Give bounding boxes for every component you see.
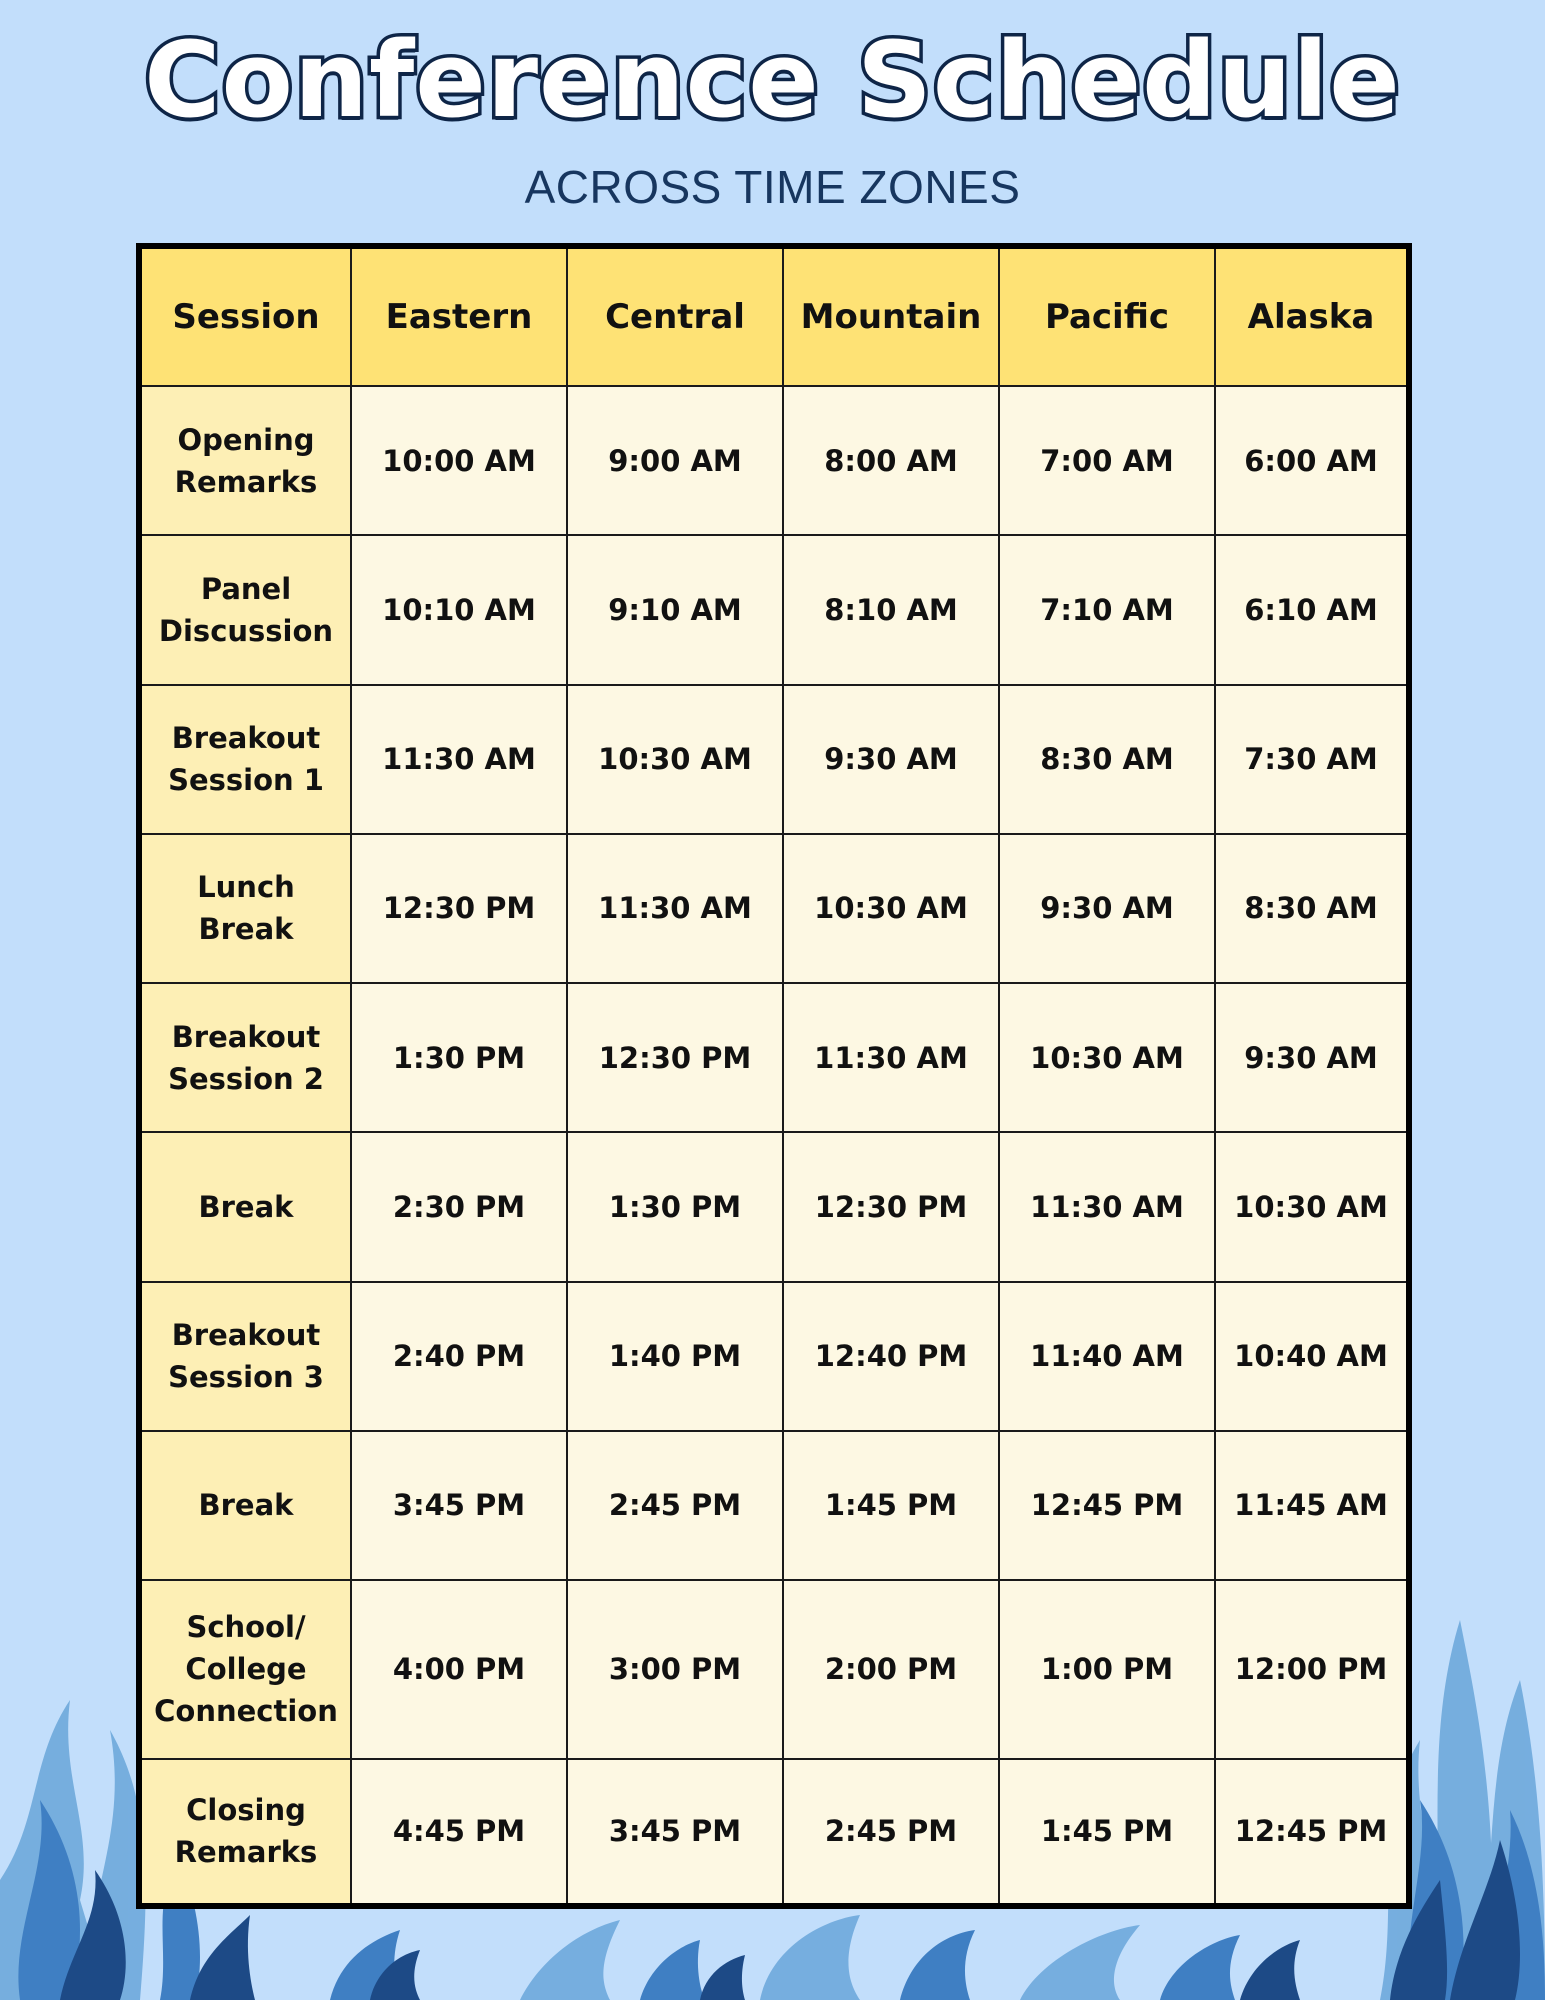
time-cell-alaska: 10:40 AM bbox=[1215, 1282, 1409, 1431]
time-cell-central: 10:30 AM bbox=[567, 685, 783, 834]
time-cell-pacific: 1:45 PM bbox=[999, 1759, 1215, 1906]
session-name: School/ College Connection bbox=[139, 1580, 351, 1759]
time-cell-alaska: 7:30 AM bbox=[1215, 685, 1409, 834]
time-cell-eastern: 11:30 AM bbox=[351, 685, 567, 834]
time-cell-eastern: 2:40 PM bbox=[351, 1282, 567, 1431]
time-cell-mountain: 10:30 AM bbox=[783, 834, 999, 983]
time-cell-alaska: 12:00 PM bbox=[1215, 1580, 1409, 1759]
table-row bbox=[139, 386, 1409, 535]
time-cell-alaska: 11:45 AM bbox=[1215, 1431, 1409, 1580]
session-name: Panel Discussion bbox=[139, 535, 351, 684]
time-cell-central: 3:00 PM bbox=[567, 1580, 783, 1759]
table-row bbox=[139, 685, 1409, 834]
time-cell-pacific: 9:30 AM bbox=[999, 834, 1215, 983]
session-name: Breakout Session 3 bbox=[139, 1282, 351, 1431]
time-cell-eastern: 4:00 PM bbox=[351, 1580, 567, 1759]
table-row bbox=[139, 1132, 1409, 1281]
table-row bbox=[139, 834, 1409, 983]
time-cell-mountain: 2:00 PM bbox=[783, 1580, 999, 1759]
time-cell-alaska: 10:30 AM bbox=[1215, 1132, 1409, 1281]
time-cell-central: 1:40 PM bbox=[567, 1282, 783, 1431]
time-cell-pacific: 8:30 AM bbox=[999, 685, 1215, 834]
time-cell-eastern: 12:30 PM bbox=[351, 834, 567, 983]
table-row bbox=[139, 983, 1409, 1132]
session-name: Break bbox=[139, 1132, 351, 1281]
header-row bbox=[139, 246, 1409, 386]
session-name: Breakout Session 2 bbox=[139, 983, 351, 1132]
time-cell-central: 11:30 AM bbox=[567, 834, 783, 983]
time-cell-pacific: 1:00 PM bbox=[999, 1580, 1215, 1759]
time-cell-eastern: 3:45 PM bbox=[351, 1431, 567, 1580]
time-cell-mountain: 8:10 AM bbox=[783, 535, 999, 684]
time-cell-central: 9:00 AM bbox=[567, 386, 783, 535]
time-cell-central: 2:45 PM bbox=[567, 1431, 783, 1580]
time-cell-mountain: 9:30 AM bbox=[783, 685, 999, 834]
time-cell-central: 9:10 AM bbox=[567, 535, 783, 684]
time-cell-eastern: 10:10 AM bbox=[351, 535, 567, 684]
table-row bbox=[139, 1282, 1409, 1431]
time-cell-central: 3:45 PM bbox=[567, 1759, 783, 1906]
table-row bbox=[139, 535, 1409, 684]
time-cell-eastern: 4:45 PM bbox=[351, 1759, 567, 1906]
column-header-central: Central bbox=[567, 246, 783, 386]
time-cell-alaska: 6:00 AM bbox=[1215, 386, 1409, 535]
time-cell-pacific: 10:30 AM bbox=[999, 983, 1215, 1132]
time-cell-alaska: 8:30 AM bbox=[1215, 834, 1409, 983]
time-cell-mountain: 11:30 AM bbox=[783, 983, 999, 1132]
time-cell-pacific: 12:45 PM bbox=[999, 1431, 1215, 1580]
time-cell-central: 1:30 PM bbox=[567, 1132, 783, 1281]
time-cell-central: 12:30 PM bbox=[567, 983, 783, 1132]
time-cell-mountain: 1:45 PM bbox=[783, 1431, 999, 1580]
column-header-eastern: Eastern bbox=[351, 246, 567, 386]
column-header-alaska: Alaska bbox=[1215, 246, 1409, 386]
schedule-table bbox=[136, 243, 1412, 1909]
page-subtitle: ACROSS TIME ZONES bbox=[524, 161, 1021, 213]
time-cell-pacific: 11:30 AM bbox=[999, 1132, 1215, 1281]
time-cell-mountain: 2:45 PM bbox=[783, 1759, 999, 1906]
column-header-mountain: Mountain bbox=[783, 246, 999, 386]
table-row bbox=[139, 1759, 1409, 1906]
column-header-pacific: Pacific bbox=[999, 246, 1215, 386]
table-row bbox=[139, 1580, 1409, 1759]
time-cell-alaska: 12:45 PM bbox=[1215, 1759, 1409, 1906]
time-cell-pacific: 11:40 AM bbox=[999, 1282, 1215, 1431]
time-cell-mountain: 12:30 PM bbox=[783, 1132, 999, 1281]
session-name: Breakout Session 1 bbox=[139, 685, 351, 834]
time-cell-pacific: 7:00 AM bbox=[999, 386, 1215, 535]
time-cell-eastern: 10:00 AM bbox=[351, 386, 567, 535]
session-name: Opening Remarks bbox=[139, 386, 351, 535]
table-row bbox=[139, 1431, 1409, 1580]
session-name: Break bbox=[139, 1431, 351, 1580]
page-title: Conference Schedule bbox=[144, 19, 1401, 141]
time-cell-eastern: 2:30 PM bbox=[351, 1132, 567, 1281]
time-cell-mountain: 8:00 AM bbox=[783, 386, 999, 535]
time-cell-alaska: 6:10 AM bbox=[1215, 535, 1409, 684]
session-name: Closing Remarks bbox=[139, 1759, 351, 1906]
session-name: Lunch Break bbox=[139, 834, 351, 983]
column-header-session: Session bbox=[139, 246, 351, 386]
time-cell-eastern: 1:30 PM bbox=[351, 983, 567, 1132]
time-cell-alaska: 9:30 AM bbox=[1215, 983, 1409, 1132]
time-cell-mountain: 12:40 PM bbox=[783, 1282, 999, 1431]
time-cell-pacific: 7:10 AM bbox=[999, 535, 1215, 684]
